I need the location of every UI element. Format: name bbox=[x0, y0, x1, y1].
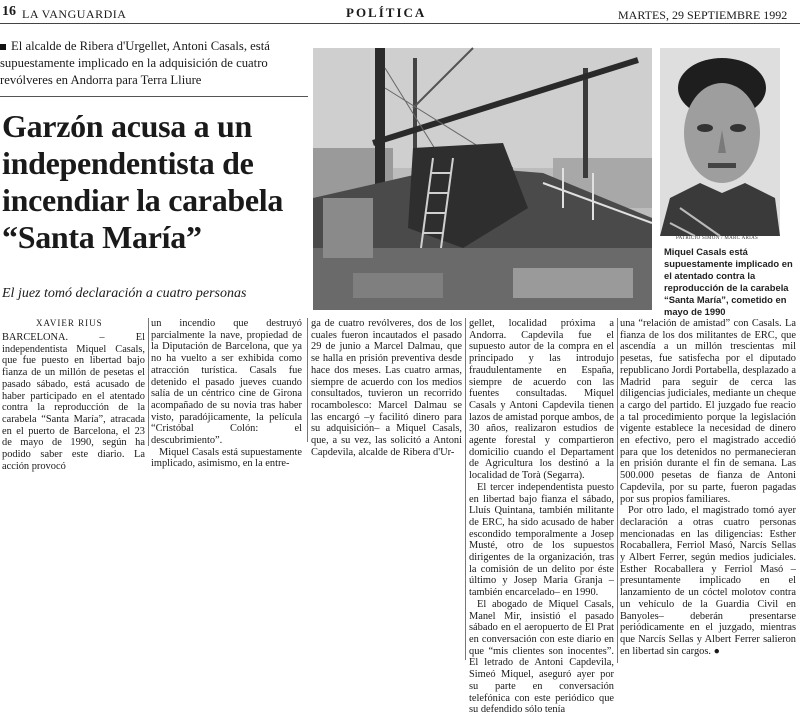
column-rule bbox=[465, 318, 466, 660]
square-bullet-icon bbox=[0, 44, 6, 50]
photo-caption: Miquel Casals está supuestamente implicado en el atentado contra la reproducción de la carabela “Santa María”, cometido en mayo de 1990 bbox=[664, 246, 793, 317]
paragraph: El abogado de Miquel Casals, Manel Mir, insistió el pasado sábado en el aeropuerto de El Prat en conversación con este diario en que “mis clientes son inocentes”. El letrado de Antoni Capdevila, Simeó Miquel, aseguró ayer por su parte en conversación telefónica con este periódico que su defendido sólo tenía bbox=[469, 598, 614, 716]
byline: XAVIER RIUS bbox=[36, 318, 103, 328]
newspaper-name: LA VANGUARDIA bbox=[22, 7, 127, 21]
paragraph: gellet, localidad próxima a Andorra. Capdevila fue el supuesto autor de la compra en el principado y las introdujo fraudulentamente en España, siempre de acuerdo con las fuentes consultadas. Miquel Casals y Antoni Capdevila tienen lazos de amistad porque ambos, de 30 años, realizaron estudios de agente forestal y compartieron domicilio cuando el Departament de Agricultura los destinó a la localidad de Torà (Segarra). bbox=[469, 318, 614, 482]
article-column-2 bbox=[151, 318, 302, 470]
summary-lede bbox=[0, 38, 308, 89]
paragraph: Por otro lado, el magistrado tomó ayer declaración a otras cuatro personas mencionadas en las diligencias: Esther Rocaballera, Ferriol Masó, Narcís Sellas y Albert Ferrer, según medios judiciales. Esther Rocaballera y Ferriol Masó –presuntamente implicado en el lanzamiento de un cóctel molotov contra un vehículo de la Guardia Civil en Banyoles– deberán presentarse periódicamente en el juzgado, mientras que Narcís Sellas y Albert Ferrer salieron en libertad sin cargos. ● bbox=[620, 505, 796, 657]
subheadline: El juez tomó declaración a cuatro personas bbox=[2, 286, 247, 301]
paragraph: BARCELONA. – El independentista Miquel Casals, que fue puesto en libertad bajo fianza de un millón de pesetas el pasado sábado, está acusado de haber participado en el atentado contra la reproducción de la carabela “Santa María”, atracada en el puerto de Barcelona, el 23 de mayo de 1990, según ha podido saber este diario. La acción provocó bbox=[2, 332, 145, 472]
portrait-photo bbox=[660, 48, 780, 236]
column-rule bbox=[617, 318, 618, 663]
article-column-4 bbox=[469, 318, 614, 716]
headline: Garzón acusa a un independentista de incendiar la carabela “Santa María” bbox=[2, 108, 284, 255]
summary-text: El alcalde de Ribera d'Urgellet, Antoni Casals, está supuestamente implicado en la adquisición de cuatro revólveres en Andorra para Terra Lliure bbox=[0, 39, 270, 87]
portrait-illustration bbox=[660, 48, 780, 236]
paragraph: Miquel Casals está supuestamente implicado, asimismo, en la entre- bbox=[151, 446, 302, 470]
paragraph: un incendio que destruyó parcialmente la nave, propiedad de la Diputación de Barcelona, que ya no ha vuelto a ser exhibida como atracción turística. Casals fue detenido el pasado jueves cuando salía de un céntrico cine de Girona acompañado de su novia tras haber visto, paradójicamente, la película “Cristóbal Colón: el descubrimiento”. bbox=[151, 318, 302, 447]
page-number: 16 bbox=[2, 4, 16, 19]
section-title: POLÍTICA bbox=[346, 5, 427, 20]
article-column-1 bbox=[2, 332, 145, 472]
caravel-illustration bbox=[313, 48, 652, 310]
caravel-photo bbox=[313, 48, 652, 310]
paragraph: El tercer independentista puesto en libertad bajo fianza el sábado, Lluís Quintana, también militante de ERC, ha sido acusado de haber escondido temporalmente a Josep Musté, otro de los supuestos dirigentes de la organización, tras la comisión de un delito por éste último y Josep Maria Granja –también encarcelado– en 1990. bbox=[469, 481, 614, 599]
article-column-5 bbox=[620, 318, 796, 663]
paragraph: ga de cuatro revólveres, dos de los cuales fueron incautados el pasado 29 de junio a Marcel Dalmau, que se halla en prisión preventiva desde hace dos meses. Las cuatro armas, siempre de acuerdo con los medios consultados, tuvieron un recorrido rocambolesco: Marcel Dalmau se las encargó –y facilitó dinero para su adquisición– a Miquel Casals, que, a su vez, las solicitó a Antoni Capdevila, alcalde de Ribera d'Ur- bbox=[311, 318, 462, 458]
header-rule bbox=[0, 23, 800, 24]
issue-date: MARTES, 29 SEPTIEMBRE 1992 bbox=[618, 8, 788, 22]
photo-credit: PATRICIO SIMON / MARC ARIAS bbox=[676, 236, 759, 241]
paragraph: una “relación de amistad” con Casals. La fianza de los dos militantes de ERC, que ascendía a un millón trescientas mil pesetas, fue satisfecha por el diputado republicano Jordi Portabella, desplazado a Madrid para seguir de cerca las diligencias judiciales, mediante un cheque a cargo del partido. El juzgado fue reacio a tal procedimiento porque la legislación vigente establece la necesidad de dinero en efectivo, pero el magistrado accedió para que los detenidos no permanecieran en prisión durante el fin de semana. Las 500.000 pesetas de fianza de Antoni Capdevila, por su parte, fueron pagadas por sus propios familiares. bbox=[620, 318, 796, 505]
column-rule bbox=[148, 318, 149, 446]
column-rule bbox=[307, 318, 308, 442]
summary-rule bbox=[0, 96, 308, 97]
article-column-3 bbox=[311, 318, 462, 458]
